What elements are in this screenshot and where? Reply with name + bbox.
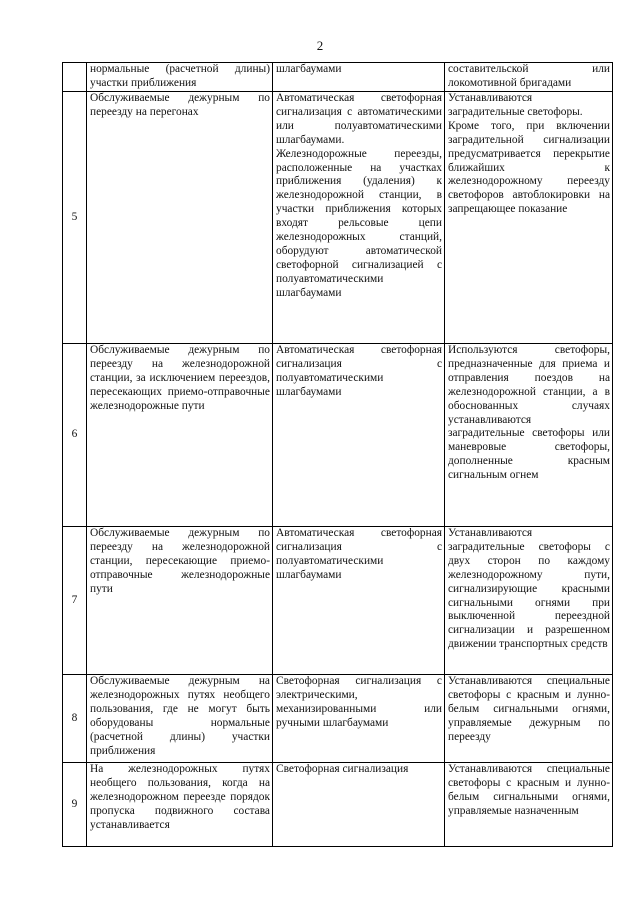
crossing-type-cell: Обслуживаемые дежурным по переезду на железнодорожной станции, за исключением переездов, пересекающих приемо-отправочные железнодорожные пути [87, 344, 273, 527]
row-number: 9 [63, 763, 87, 847]
regulation-table [62, 62, 613, 847]
page-number: 2 [316, 38, 324, 53]
signaling-cell: шлагбаумами [273, 63, 445, 92]
table-row [63, 92, 613, 344]
table-row [63, 675, 613, 763]
table-row [63, 344, 613, 527]
crossing-type-cell: Обслуживаемые дежурным на железнодорожных путях необщего пользования, где не могут быть оборудованы нормальные (расчетной длины) участки приближения [87, 675, 273, 763]
row-number: 5 [63, 92, 87, 344]
row-number: 8 [63, 675, 87, 763]
signaling-cell: Автоматическая светофорная сигнализация с полуавтоматическими шлагбаумами [273, 527, 445, 675]
crossing-type-cell: Обслуживаемые дежурным по переезду на перегонах [87, 92, 273, 344]
table-row [63, 527, 613, 675]
table-row [63, 63, 613, 92]
signals-cell: Устанавливаются специальные светофоры с красным и лунно-белым сигнальными огнями, управляемые дежурным по переезду [445, 675, 613, 763]
row-number [63, 63, 87, 92]
table-row [63, 763, 613, 847]
signaling-cell: Светофорная сигнализация с электрическими, механизированными или ручными шлагбаумами [273, 675, 445, 763]
signals-cell: Используются светофоры, предназначенные для приема и отправления поездов на железнодорожной станции, а в обоснованных случаях устанавливаются заградительные светофоры или маневровые светофоры, дополненные красным сигнальным огнем [445, 344, 613, 527]
signaling-cell: Автоматическая светофорная сигнализация с полуавтоматическими шлагбаумами [273, 344, 445, 527]
row-number: 7 [63, 527, 87, 675]
crossing-type-cell: нормальные (расчетной длины) участки приближения [87, 63, 273, 92]
signals-cell [445, 92, 613, 344]
row-number: 6 [63, 344, 87, 527]
signaling-text: Автоматическая светофорная сигнализация с автоматическими или полуавтоматическими шлагбаумами. Железнодорожные переезды, расположенные на участках приближения (удаления) к железнодорожной станции, в участки приближения которых входят рельсовые цепи железнодорожных станций, оборудуют автоматической светофорной сигнализацией с полуавтоматическими шлагбаумами [276, 92, 442, 299]
signals-cell: Устанавливаются специальные светофоры с красным и лунно-белым сигнальными огнями, управляемые назначенным [445, 763, 613, 847]
signals-text: Устанавливаются заградительные светофоры. Кроме того, при включении заградительной сигнализации предусматривается перекрытие ближайших к железнодорожному переезду светофоров автоблокировки на запрещающее показание [448, 92, 610, 216]
signaling-cell [273, 92, 445, 344]
crossing-type-cell: На железнодорожных путях необщего пользования, когда на железнодорожном переезде порядок пропуска подвижного состава устанавливается [87, 763, 273, 847]
signals-cell: составительской или локомотивной бригадами [445, 63, 613, 92]
crossing-type-cell: Обслуживаемые дежурным по переезду на железнодорожной станции, пересекающие приемо-отправочные железнодорожные пути [87, 527, 273, 675]
signals-cell: Устанавливаются заградительные светофоры с двух сторон по каждому железнодорожному пути, сигнализирующие красными сигнальными огнями при выключенной переездной сигнализации и разрешенном движении транспортных средств [445, 527, 613, 675]
signaling-cell: Светофорная сигнализация [273, 763, 445, 847]
